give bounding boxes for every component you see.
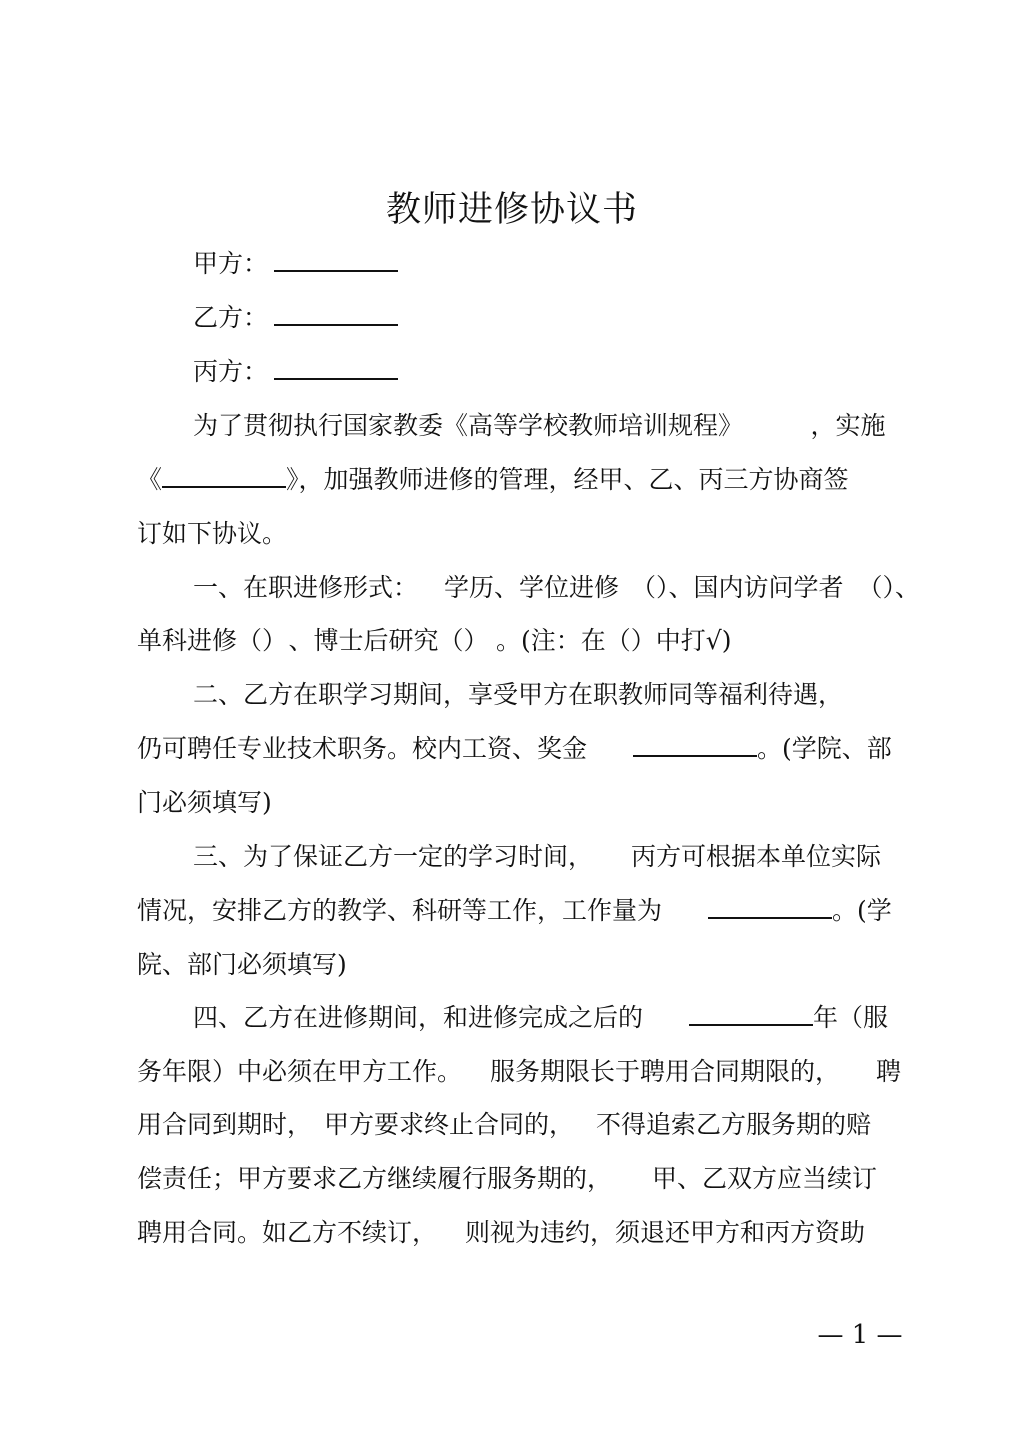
clause-text: 单科进修（） xyxy=(137,626,275,655)
preamble-text: 为了贯彻执行国家教委《高等学校教师培训规程》 xyxy=(193,411,731,440)
page-number: — 1 — xyxy=(817,1320,903,1350)
workload-blank xyxy=(708,895,832,919)
preamble-text: ，实施 xyxy=(810,411,886,440)
clause-text: 一、在职进修形式： xyxy=(193,573,419,602)
clause-4-line-5 xyxy=(137,1215,865,1251)
clause-text: 学历、学位进修 xyxy=(444,573,620,602)
clause-text: 则视为违约，须退还甲方和丙方资助 xyxy=(465,1218,866,1247)
clause-text: 丙方可根据本单位实际 xyxy=(631,842,882,871)
clause-3-line-3: 院、部门必须填写) xyxy=(137,950,347,979)
clause-text: 年（服 xyxy=(813,1003,889,1032)
salary-blank xyxy=(633,733,757,757)
clause-text: （）、 xyxy=(857,573,921,602)
party-c-label: 丙方： xyxy=(193,357,269,386)
clause-text: 务年限）中必须在甲方工作。 xyxy=(137,1057,463,1086)
preamble-line-1 xyxy=(193,408,886,444)
clause-text: 不得追索乙方服务期的赔 xyxy=(596,1110,872,1139)
clause-4-line-4 xyxy=(137,1161,877,1197)
preamble-text: 《 xyxy=(137,465,163,494)
regulation-name-blank xyxy=(162,464,286,488)
clause-4-line-1 xyxy=(193,1000,888,1036)
clause-text: 偿责任；甲方要求乙方继续履行服务期的， xyxy=(137,1164,613,1193)
clause-text: 甲方要求终止合同的， xyxy=(324,1110,575,1139)
party-b-blank xyxy=(274,302,398,326)
clause-text: 仍可聘任专业技术职务。校内工资、奖金 xyxy=(137,734,588,763)
party-b-line xyxy=(193,300,398,336)
clause-1-line-1 xyxy=(193,570,920,606)
party-c-blank xyxy=(274,356,398,380)
clause-2-line-2 xyxy=(137,731,892,767)
clause-text: （）、国内访问学者 xyxy=(631,573,844,602)
clause-text: 三、为了保证乙方一定的学习时间， xyxy=(193,842,594,871)
clause-2-line-1: 二、乙方在职学习期间，享受甲方在职教师同等福利待遇， xyxy=(193,680,844,709)
clause-text: 服务期限长于聘用合同期限的， xyxy=(490,1057,841,1086)
clause-text: 。(注：在（）中打√) xyxy=(496,626,732,655)
preamble-line-3: 订如下协议。 xyxy=(137,519,288,548)
clause-2-line-3: 门必须填写) xyxy=(137,788,272,817)
clause-3-line-2 xyxy=(137,893,892,929)
document-title: 教师进修协议书 xyxy=(385,190,638,230)
clause-text: 。(学 xyxy=(832,896,892,925)
party-b-label: 乙方： xyxy=(193,303,269,332)
clause-text: 甲、乙双方应当续订 xyxy=(652,1164,878,1193)
party-a-line xyxy=(193,246,398,282)
clause-text: 聘 xyxy=(876,1057,902,1086)
preamble-line-2 xyxy=(137,462,849,498)
clause-text: 用合同到期时， xyxy=(137,1110,313,1139)
clause-4-line-3 xyxy=(137,1107,871,1143)
service-years-blank xyxy=(689,1002,813,1026)
preamble-text: 》，加强教师进修的管理，经甲、乙、丙三方协商签 xyxy=(286,465,849,494)
clause-text: 。(学院、部 xyxy=(757,734,892,763)
clause-1-line-2 xyxy=(137,623,731,659)
party-a-label: 甲方： xyxy=(193,249,269,278)
clause-text: 、博士后研究（） xyxy=(288,626,477,655)
party-a-blank xyxy=(274,248,398,272)
clause-text: 情况，安排乙方的教学、科研等工作，工作量为 xyxy=(137,896,663,925)
clause-text: 四、乙方在进修期间，和进修完成之后的 xyxy=(193,1003,644,1032)
clause-4-line-2 xyxy=(137,1054,901,1090)
clause-text: 聘用合同。如乙方不续订， xyxy=(137,1218,438,1247)
party-c-line xyxy=(193,354,398,390)
clause-3-line-1 xyxy=(193,839,881,875)
